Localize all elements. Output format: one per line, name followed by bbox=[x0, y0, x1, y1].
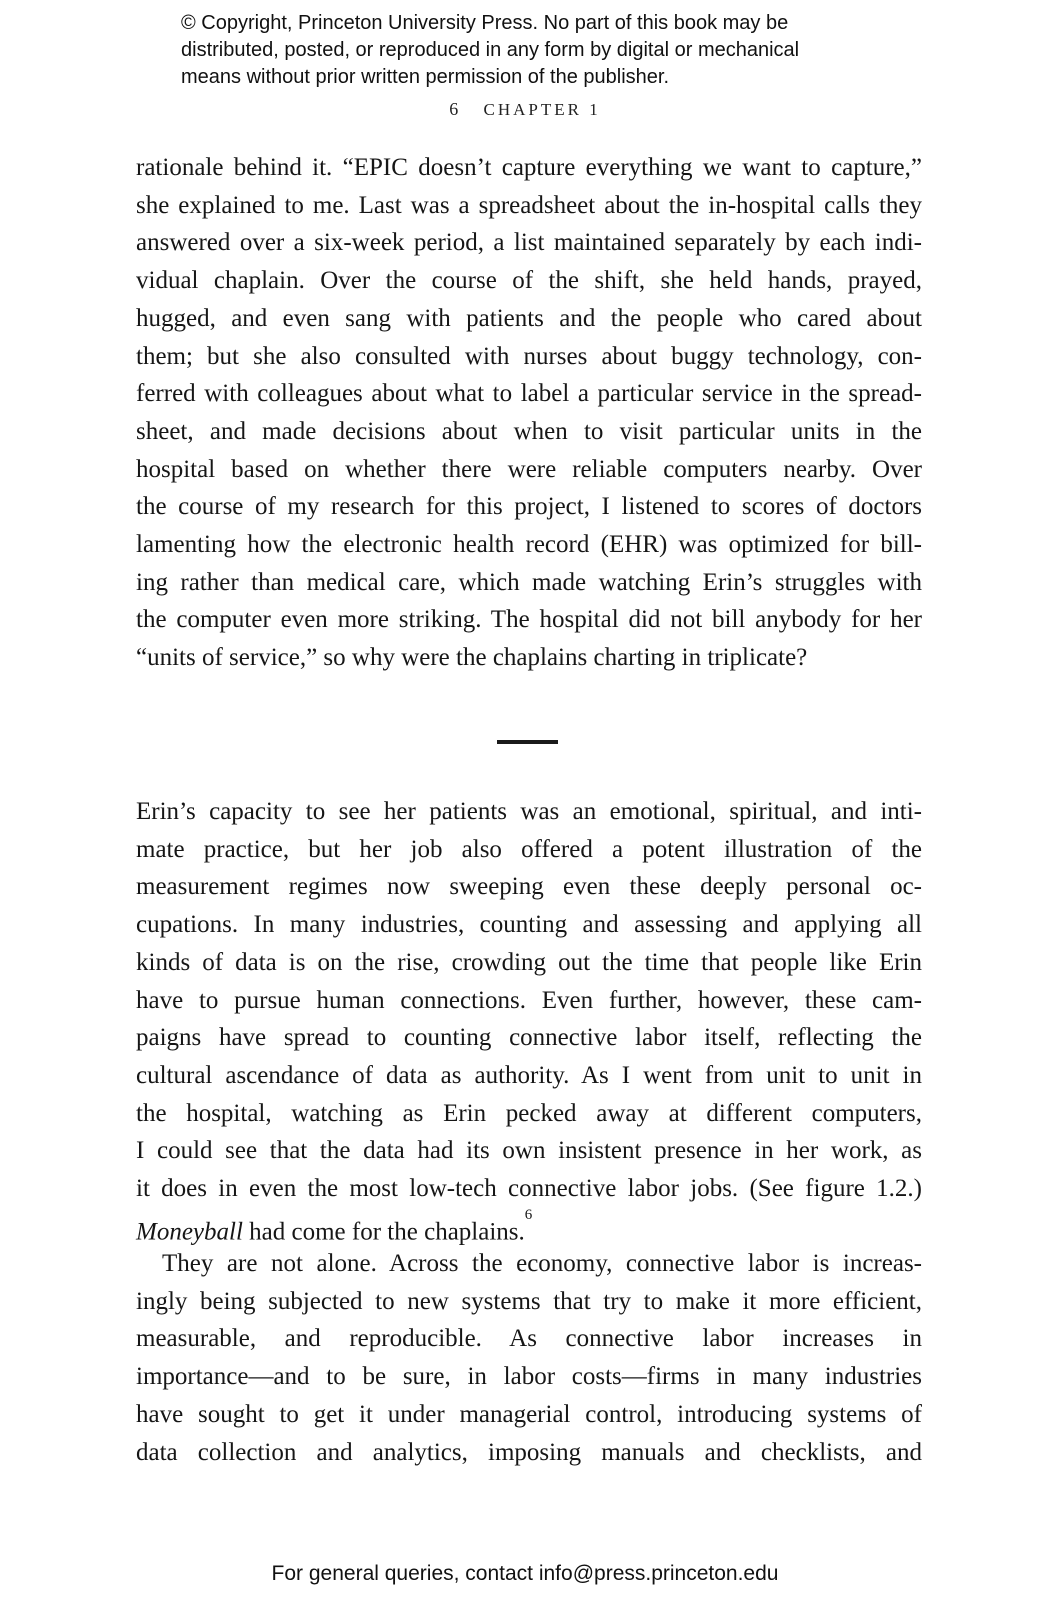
text-line: the course of my research for this project, I listened to scores of doctors bbox=[136, 493, 922, 521]
text-line: They are not alone. Across the economy, connective labor is increas- bbox=[162, 1250, 922, 1277]
text-line: rationale behind it. “EPIC doesn’t capture everything we want to capture,” bbox=[136, 154, 922, 181]
text-line: cupations. In many industries, counting and assessing and applying all bbox=[136, 911, 922, 939]
text-line: paigns have spread to counting connective labor itself, reflecting the bbox=[136, 1024, 922, 1052]
paragraph-3 bbox=[136, 1245, 922, 1471]
text-line: lamenting how the electronic health record (EHR) was optimized for bill- bbox=[136, 531, 922, 559]
text-line: them; but she also consulted with nurses about buggy technology, con- bbox=[136, 342, 922, 370]
text-line: she explained to me. Last was a spreadsheet about the in-hospital calls they bbox=[136, 191, 922, 219]
text-line: measurable, and reproducible. As connective labor increases in bbox=[136, 1325, 922, 1353]
section-divider bbox=[497, 740, 558, 744]
text-line: answered over a six-week period, a list maintained separately by each indi- bbox=[136, 229, 922, 257]
copyright-notice bbox=[181, 10, 901, 91]
page-number: 6 bbox=[449, 99, 459, 119]
text-line: vidual chaplain. Over the course of the shift, she held hands, prayed, bbox=[136, 267, 922, 295]
footnote-marker: 6 bbox=[524, 1206, 533, 1223]
text-line: I could see that the data had its own insistent presence in her work, as bbox=[136, 1137, 922, 1165]
text-line: ing rather than medical care, which made watching Erin’s struggles with bbox=[136, 568, 922, 596]
text-line: data collection and analytics, imposing manuals and checklists, and bbox=[136, 1438, 922, 1466]
text-line: hugged, and even sang with patients and the people who cared about bbox=[136, 304, 922, 332]
copyright-line: distributed, posted, or reproduced in any form by digital or mechanical bbox=[181, 39, 800, 61]
text-line: it does in even the most low-tech connective labor jobs. (See figure 1.2.) bbox=[136, 1175, 922, 1203]
text-line: the computer even more striking. The hospital did not bill anybody for her bbox=[136, 606, 922, 634]
running-head bbox=[0, 99, 1050, 120]
paragraph-1 bbox=[136, 149, 922, 677]
text-fragment: had come for the chaplains. bbox=[242, 1218, 525, 1246]
copyright-line: means without prior written permission of the publisher. bbox=[181, 66, 670, 88]
paragraph-2 bbox=[136, 793, 922, 1251]
text-line: the hospital, watching as Erin pecked away at different computers, bbox=[136, 1099, 922, 1127]
text-line: mate practice, but her job also offered a potent illustration of the bbox=[136, 835, 922, 863]
text-line: have sought to get it under managerial control, introducing systems of bbox=[136, 1400, 922, 1428]
text-line: ferred with colleagues about what to label a particular service in the spread- bbox=[136, 380, 922, 408]
text-line: cultural ascendance of data as authority. As I went from unit to unit in bbox=[136, 1061, 922, 1089]
text-line: ingly being subjected to new systems that try to make it more efficient, bbox=[136, 1287, 922, 1315]
text-line: Erin’s capacity to see her patients was an emotional, spiritual, and inti- bbox=[136, 798, 922, 825]
text-line: “units of service,” so why were the chaplains charting in triplicate? bbox=[136, 644, 808, 672]
text-line: have to pursue human connections. Even further, however, these cam- bbox=[136, 986, 922, 1014]
chapter-label: CHAPTER 1 bbox=[483, 100, 601, 119]
text-line: sheet, and made decisions about when to visit particular units in the bbox=[136, 417, 922, 445]
text-line: hospital based on whether there were reliable computers nearby. Over bbox=[136, 455, 922, 483]
copyright-line: © Copyright, Princeton University Press. No part of this book may be bbox=[181, 12, 789, 34]
text-line: measurement regimes now sweeping even these deeply personal oc- bbox=[136, 873, 922, 901]
text-line: kinds of data is on the rise, crowding out the time that people like Erin bbox=[136, 948, 922, 976]
text-line: importance—and to be sure, in labor costs—firms in many industries bbox=[136, 1363, 922, 1391]
footer-contact: For general queries, contact info@press.princeton.edu bbox=[271, 1562, 779, 1585]
book-title: Moneyball bbox=[136, 1218, 243, 1246]
